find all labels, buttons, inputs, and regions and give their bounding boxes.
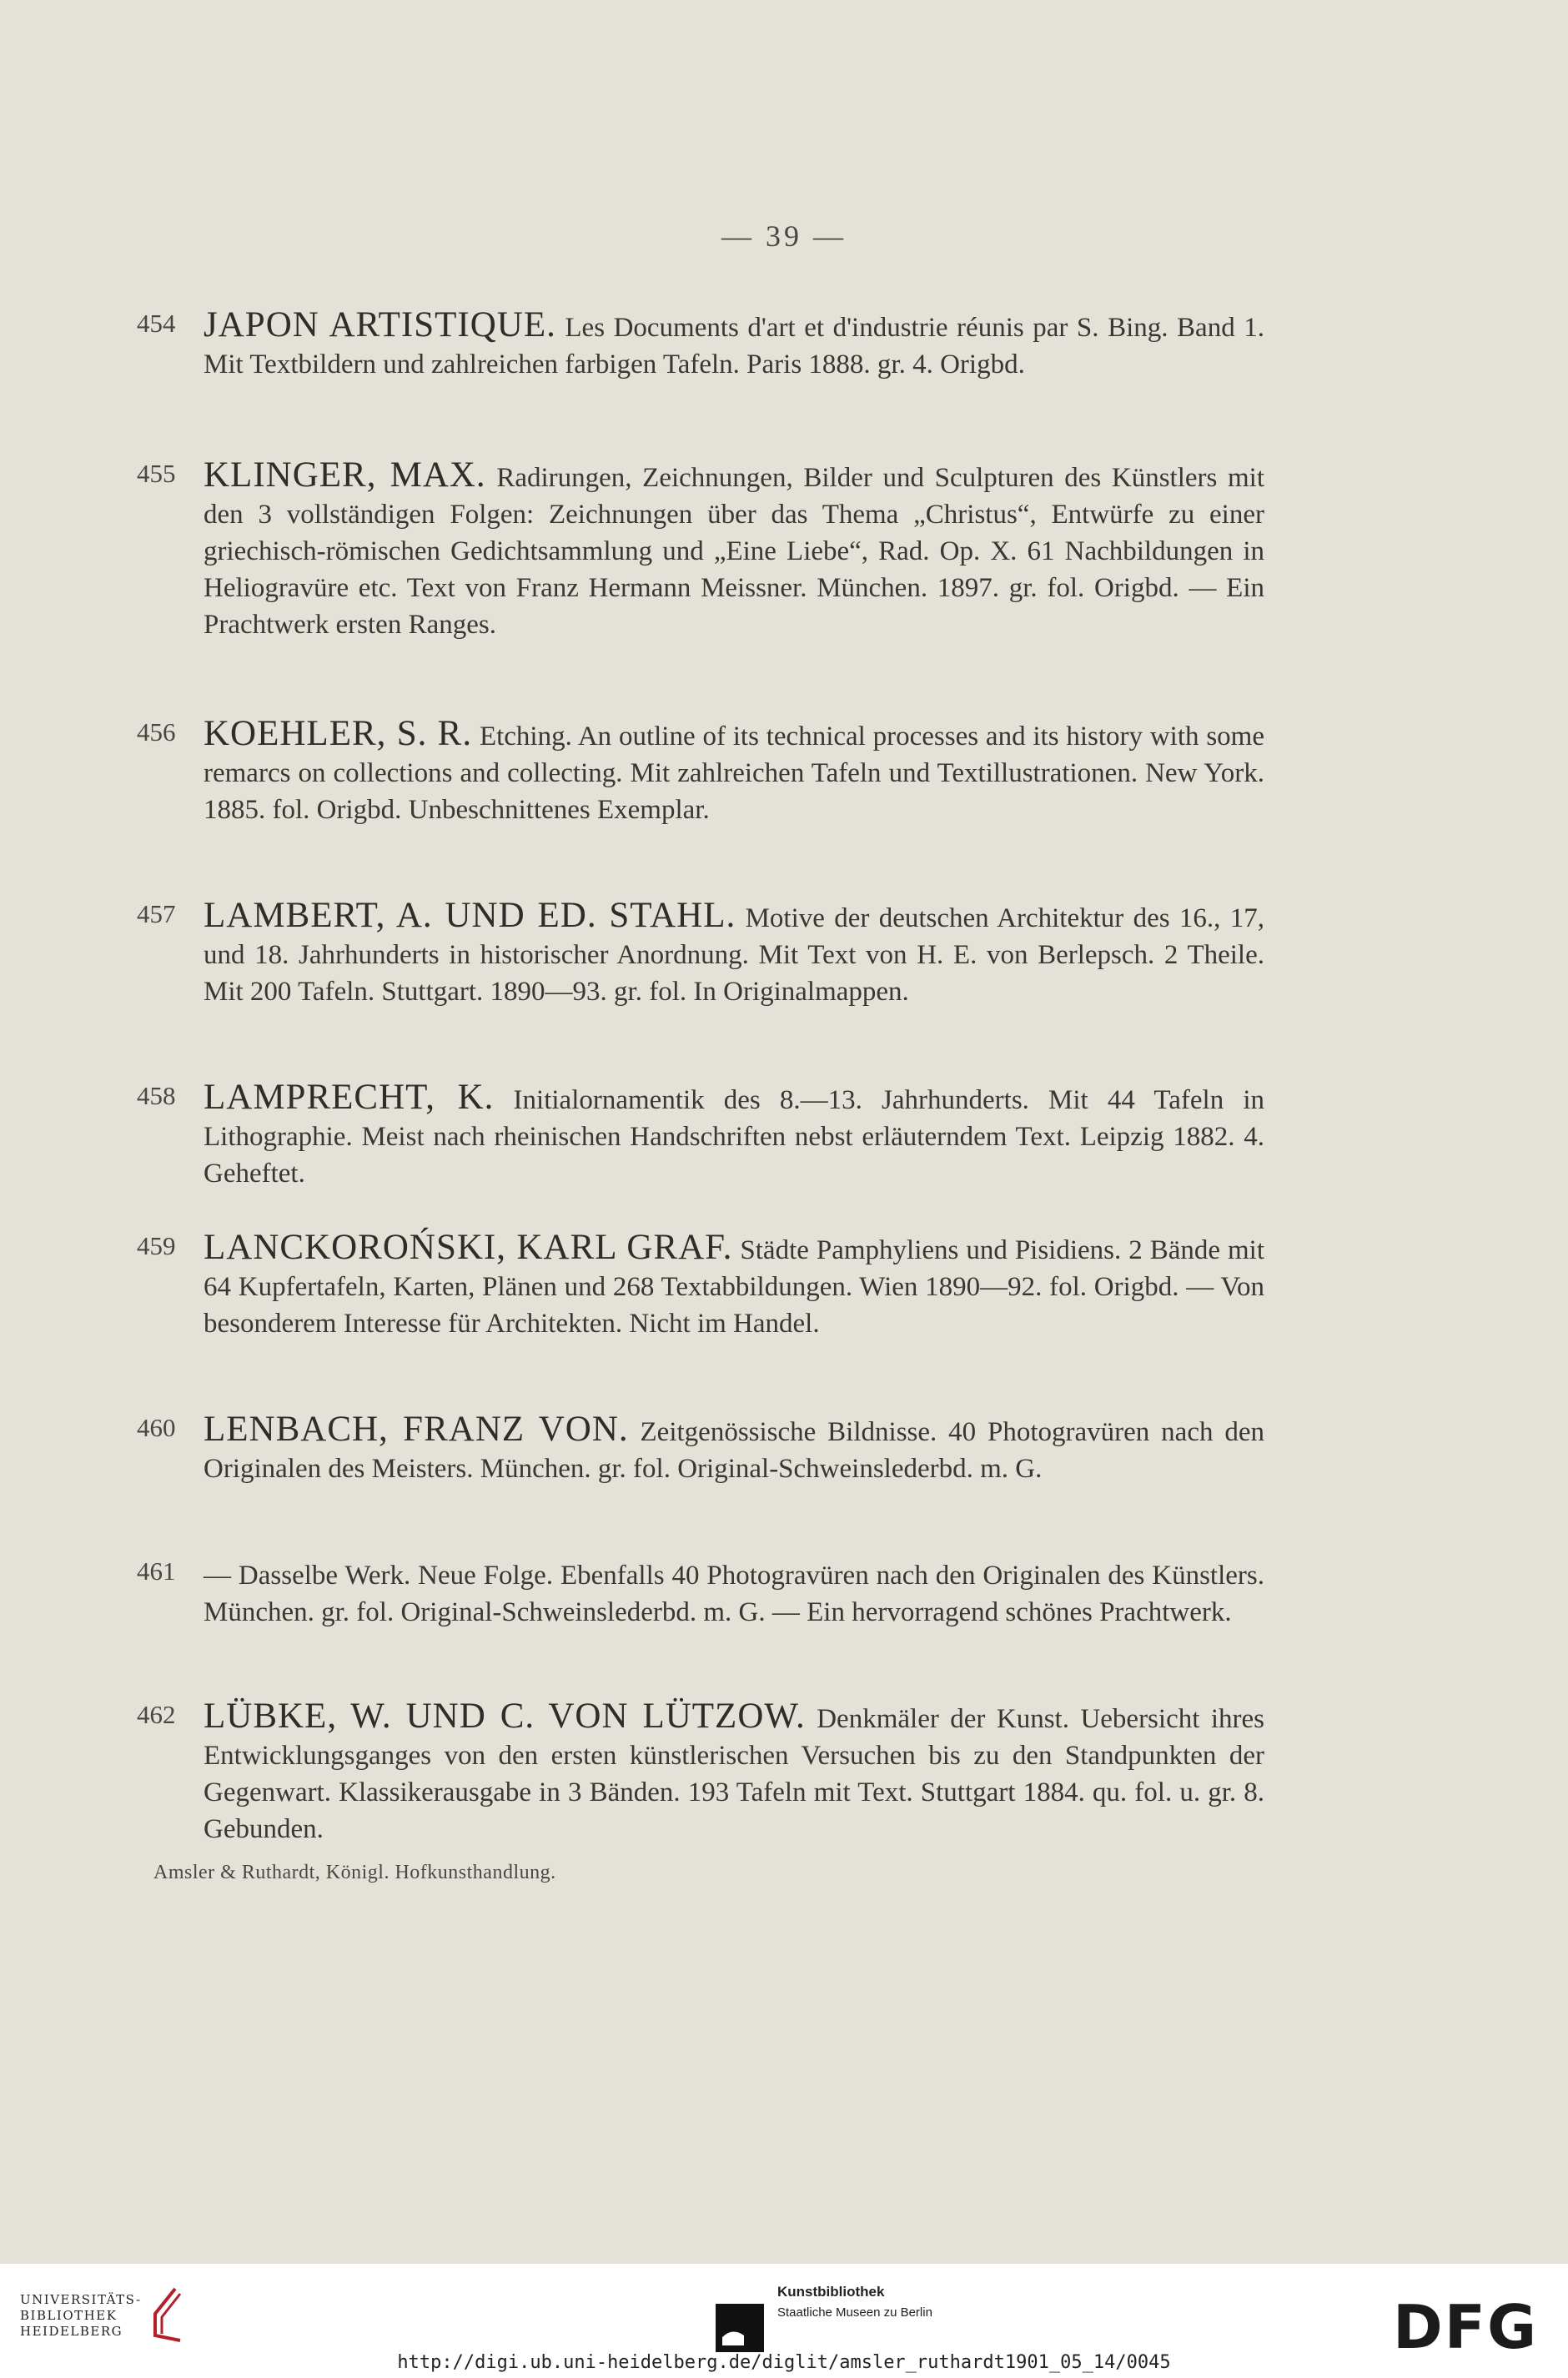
entry-text: Initialornamentik des 8.—13. Jahrhunderts. Mit 44 Tafeln in Lithographie. Meist nach rheinischen Handschriften nebst erläuterndem Text. Leipzig 1882. 4. Geheftet. bbox=[204, 1085, 1264, 1189]
entry-number: 455 bbox=[137, 459, 176, 488]
entry-text: Motive der deutschen Architektur des 16., 17, und 18. Jahrhunderts in historischer Anordnung. Mit Text von H. E. von Berlepsch. 2 Theile. Mit 200 Tafeln. Stuttgart. 1890—93. gr. fol. In Originalmappen. bbox=[204, 903, 1264, 1007]
entry-text: Etching. An outline of its technical processes and its history with some remarcs on collections and collecting. Mit zahlreichen Tafeln und Textillustrationen. New York. 1885. fol. Origbd. Unbeschnittenes Exemplar. bbox=[204, 721, 1264, 825]
catalog-entry-458 bbox=[137, 1079, 1264, 1192]
catalog-entry-461 bbox=[137, 1555, 1264, 1631]
entry-text: Städte Pamphyliens und Pisidiens. 2 Bände mit 64 Kupfertafeln, Karten, Plänen und 268 Textabbildungen. Wien 1890—92. fol. Origbd. — Von besonderem Interesse für Architekten. Nicht im Handel. bbox=[204, 1235, 1265, 1339]
page-number: — 39 — bbox=[721, 219, 847, 253]
entry-heading: LÜBKE, W. UND C. VON LÜTZOW. bbox=[204, 1697, 806, 1736]
catalog-entry-460 bbox=[137, 1411, 1264, 1487]
catalog-entry-454 bbox=[137, 307, 1264, 383]
entry-number: 458 bbox=[137, 1081, 176, 1110]
entry-number: 454 bbox=[137, 309, 176, 338]
digitization-footer bbox=[0, 2264, 1568, 2378]
entry-heading: LAMPRECHT, K. bbox=[204, 1078, 495, 1117]
source-url-link[interactable]: http://digi.ub.uni-heidelberg.de/diglit/amsler_ruthardt1901_05_14/0045 bbox=[397, 2352, 1171, 2373]
catalog-entry-459 bbox=[137, 1229, 1264, 1342]
dfg-logo[interactable]: DFG bbox=[1393, 2292, 1539, 2362]
entry-text: — Dasselbe Werk. Neue Folge. Ebenfalls 40 Photogravüren nach den Originalen des Künstlers. München. gr. fol. Original-Schweinslederbd. m. G. — Ein hervorragend schönes Prachtwerk. bbox=[204, 1561, 1264, 1627]
catalog-entry-456 bbox=[137, 716, 1264, 828]
entry-heading: KOEHLER, S. R. bbox=[204, 714, 473, 753]
entry-heading: LENBACH, FRANZ VON. bbox=[204, 1410, 629, 1449]
entry-number: 462 bbox=[137, 1700, 176, 1729]
catalog-entry-455 bbox=[137, 457, 1264, 643]
kb-title: Kunstbibliothek bbox=[777, 2284, 885, 2300]
entry-text: Radirungen, Zeichnungen, Bilder und Sculpturen des Künstlers mit den 3 vollständigen Folgen: Zeichnungen über das Thema „Christus“, Entwürfe zu einer griechisch-römischen Gedichtsammlung und „Eine Liebe“, Rad. Op. X. 61 Nachbildungen in Heliogravüre etc. Text von Franz Hermann Meissner. München. 1897. gr. fol. Origbd. — Ein Prachtwerk ersten Ranges. bbox=[204, 463, 1264, 640]
ub-emblem-icon bbox=[147, 2285, 188, 2344]
entry-text: Denkmäler der Kunst. Uebersicht ihres Entwicklungsganges von den ersten künstlerischen Versuchen bis zu den Standpunkten der Gegenwart. Klassikerausgabe in 3 Bänden. 193 Tafeln mit Text. Stuttgart 1884. qu. fol. u. gr. 8. Gebunden. bbox=[204, 1704, 1264, 1844]
entry-text: Zeitgenössische Bildnisse. 40 Photogravüren nach den Originalen des Meisters. München. gr. fol. Original-Schweinslederbd. m. G. bbox=[204, 1417, 1264, 1484]
entry-number: 460 bbox=[137, 1413, 176, 1442]
ub-logo-line1: UNIVERSITÄTS- bbox=[20, 2292, 142, 2307]
catalog-entry-457 bbox=[137, 897, 1264, 1010]
kb-subtitle: Staatliche Museen zu Berlin bbox=[777, 2305, 932, 2320]
publisher-note: Amsler & Ruthardt, Königl. Hofkunsthandlung. bbox=[153, 1862, 556, 1883]
entry-heading: JAPON ARTISTIQUE. bbox=[204, 305, 556, 344]
entry-number: 459 bbox=[137, 1231, 176, 1260]
ub-logo-line2: BIBLIOTHEK bbox=[20, 2308, 118, 2323]
entry-number: 457 bbox=[137, 899, 176, 928]
entry-number: 456 bbox=[137, 717, 176, 747]
ub-heidelberg-logo[interactable] bbox=[20, 2292, 142, 2340]
kunstbibliothek-logo-icon bbox=[716, 2304, 764, 2352]
entry-text: Les Documents d'art et d'industrie réunis par S. Bing. Band 1. Mit Textbildern und zahlreichen farbigen Tafeln. Paris 1888. gr. 4. Origbd. bbox=[204, 313, 1265, 380]
catalog-entry-462 bbox=[137, 1698, 1264, 1848]
entry-heading: LANCKOROŃSKI, KARL GRAF. bbox=[204, 1228, 733, 1267]
kunstbibliothek-label[interactable] bbox=[777, 2284, 932, 2320]
entry-heading: LAMBERT, A. UND ED. STAHL. bbox=[204, 896, 736, 935]
entry-number: 461 bbox=[137, 1556, 176, 1586]
ub-logo-line3: HEIDELBERG bbox=[20, 2324, 123, 2339]
entry-heading: KLINGER, MAX. bbox=[204, 455, 486, 495]
